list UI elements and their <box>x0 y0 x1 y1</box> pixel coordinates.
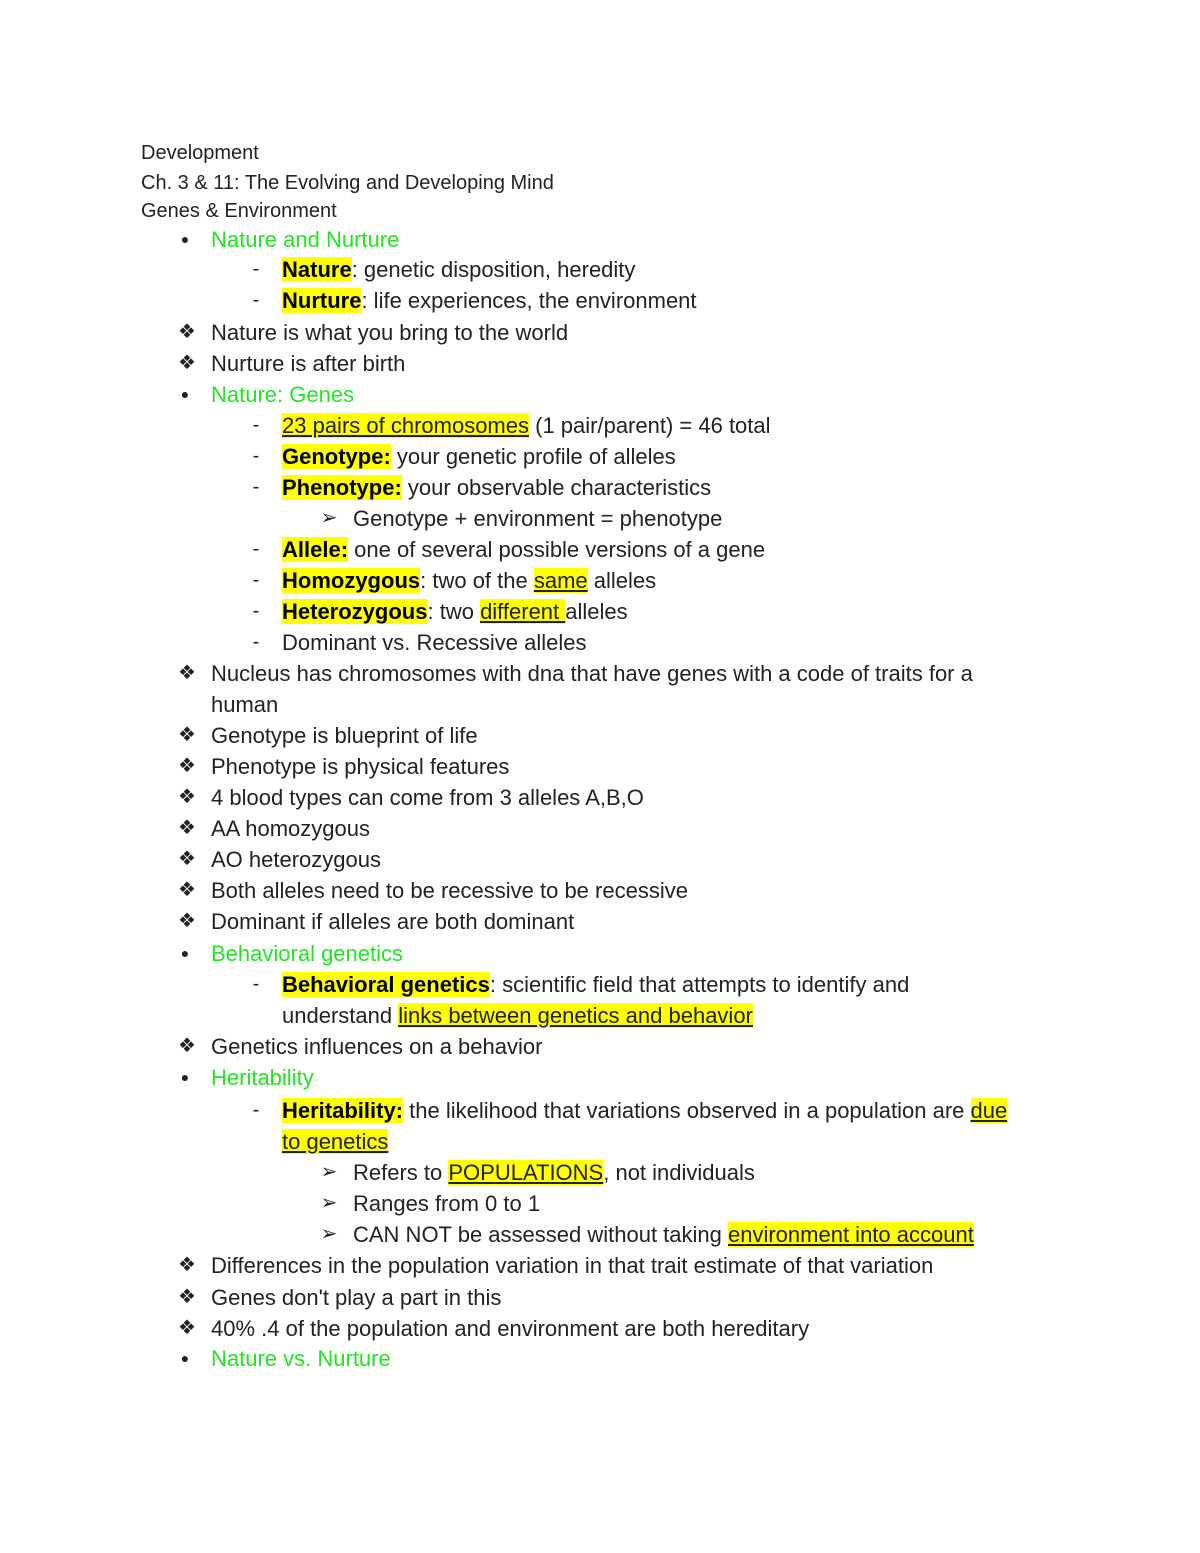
def-nurture <box>282 285 697 316</box>
dash-icon: - <box>252 414 260 436</box>
def-behavioral-genetics-line2 <box>282 1000 753 1031</box>
sub-text: CAN NOT be assessed without taking <box>353 1222 728 1247</box>
note-item: Genotype is blueprint of life <box>211 723 478 748</box>
chapter-title: Ch. 3 & 11: The Evolving and Developing Mind <box>141 172 554 194</box>
highlight-to-genetics: to genetics <box>282 1129 389 1154</box>
note-item: AA homozygous <box>211 816 370 841</box>
dash-icon: - <box>252 476 260 498</box>
note-nucleus-line1: Nucleus has chromosomes with dna that have genes with a code of traits for a <box>211 661 973 686</box>
diamond-bullet-icon: ❖ <box>178 879 196 901</box>
highlight-links: links between genetics and behavior <box>398 1003 753 1028</box>
note-item: 40% .4 of the population and environment are both hereditary <box>211 1316 810 1341</box>
dash-icon: - <box>252 258 260 280</box>
term-heritability: Heritability: <box>282 1098 404 1123</box>
diamond-bullet-icon: ❖ <box>178 848 196 870</box>
phenotype-sub: Genotype + environment = phenotype <box>353 506 723 531</box>
heritability-sub <box>353 1157 755 1188</box>
dash-icon: - <box>252 538 260 560</box>
note-item: Both alleles need to be recessive to be recessive <box>211 878 688 903</box>
def-chromosomes <box>282 410 771 441</box>
def-homozygous-end: alleles <box>587 568 657 593</box>
highlight-different: different <box>480 599 566 624</box>
def-heterozygous <box>282 596 628 627</box>
dash-icon: - <box>252 600 260 622</box>
dash-icon: - <box>252 1099 260 1121</box>
arrow-bullet-icon: ➢ <box>320 1223 338 1245</box>
bullet-icon: ● <box>180 1069 190 1085</box>
heading-behavioral-genetics: Behavioral genetics <box>211 941 404 966</box>
def-heterozygous-end: alleles <box>565 599 628 624</box>
bullet-icon: ● <box>180 231 190 247</box>
bullet-icon: ● <box>180 945 190 961</box>
heading-nature-vs-nurture: Nature vs. Nurture <box>211 1346 391 1371</box>
def-behavioral-text: : scientific field that attempts to identify and <box>489 972 910 997</box>
sub-text: Refers to <box>353 1160 449 1185</box>
term-behavioral-genetics: Behavioral genetics <box>282 972 490 997</box>
def-chromosomes-text: (1 pair/parent) = 46 total <box>529 413 771 438</box>
diamond-bullet-icon: ❖ <box>178 662 196 684</box>
bullet-icon: ● <box>180 386 190 402</box>
diamond-bullet-icon: ❖ <box>178 724 196 746</box>
dash-icon: - <box>252 445 260 467</box>
term-homozygous: Homozygous <box>282 568 421 593</box>
arrow-bullet-icon: ➢ <box>320 507 338 529</box>
def-phenotype-text: your observable characteristics <box>401 475 712 500</box>
diamond-bullet-icon: ❖ <box>178 1035 196 1057</box>
dash-icon: - <box>252 569 260 591</box>
heading-nature-genes: Nature: Genes <box>211 382 355 407</box>
def-nature-text: : genetic disposition, heredity <box>351 257 636 282</box>
term-allele: Allele: <box>282 537 349 562</box>
diamond-bullet-icon: ❖ <box>178 1286 196 1308</box>
def-heritability-line2 <box>282 1126 388 1157</box>
term-nurture: Nurture <box>282 288 362 313</box>
heading-nature-and-nurture: Nature and Nurture <box>211 227 400 252</box>
note-item: Genes don't play a part in this <box>211 1285 502 1310</box>
def-nurture-text: : life experiences, the environment <box>361 288 697 313</box>
term-nature: Nature <box>282 257 352 282</box>
dash-icon: - <box>252 973 260 995</box>
term-heterozygous: Heterozygous <box>282 599 428 624</box>
note-item: 4 blood types can come from 3 alleles A,B,O <box>211 785 644 810</box>
dash-icon: - <box>252 631 260 653</box>
diamond-bullet-icon: ❖ <box>178 786 196 808</box>
diamond-bullet-icon: ❖ <box>178 817 196 839</box>
note-nucleus-line2: human <box>211 692 279 717</box>
def-behavioral-text2: understand <box>282 1003 399 1028</box>
note-item: Dominant if alleles are both dominant <box>211 909 575 934</box>
dash-icon: - <box>252 289 260 311</box>
sub-text-end: , not individuals <box>603 1160 755 1185</box>
note-item: Genetics influences on a behavior <box>211 1034 543 1059</box>
diamond-bullet-icon: ❖ <box>178 321 196 343</box>
arrow-bullet-icon: ➢ <box>320 1161 338 1183</box>
diamond-bullet-icon: ❖ <box>178 1317 196 1339</box>
heading-heritability: Heritability <box>211 1065 314 1090</box>
note-item: Phenotype is physical features <box>211 754 510 779</box>
def-homozygous <box>282 565 656 596</box>
term-chromosomes: 23 pairs of chromosomes <box>282 413 529 438</box>
doc-title: Development <box>141 142 259 164</box>
def-phenotype <box>282 472 711 503</box>
section-title: Genes & Environment <box>141 200 337 222</box>
def-genotype-text: your genetic profile of alleles <box>390 444 676 469</box>
diamond-bullet-icon: ❖ <box>178 910 196 932</box>
def-heritability <box>282 1095 1007 1126</box>
note-item: Nurture is after birth <box>211 351 406 376</box>
diamond-bullet-icon: ❖ <box>178 352 196 374</box>
def-allele-text: one of several possible versions of a gene <box>348 537 766 562</box>
highlight-environment: environment into account <box>728 1222 974 1247</box>
def-allele <box>282 534 765 565</box>
diamond-bullet-icon: ❖ <box>178 1254 196 1276</box>
highlight-populations: POPULATIONS <box>448 1160 604 1185</box>
note-item: AO heterozygous <box>211 847 381 872</box>
bullet-icon: ● <box>180 1350 190 1366</box>
def-nature <box>282 254 635 285</box>
heritability-sub <box>353 1219 974 1250</box>
term-phenotype: Phenotype: <box>282 475 402 500</box>
def-behavioral-genetics <box>282 969 909 1000</box>
term-genotype: Genotype: <box>282 444 391 469</box>
dominant-recessive: Dominant vs. Recessive alleles <box>282 630 587 655</box>
def-genotype <box>282 441 676 472</box>
def-homozygous-text: : two of the <box>420 568 534 593</box>
def-heritability-text: the likelihood that variations observed in a population are <box>403 1098 971 1123</box>
highlight-due: due <box>970 1098 1008 1123</box>
note-item: Differences in the population variation in that trait estimate of that variation <box>211 1253 934 1278</box>
diamond-bullet-icon: ❖ <box>178 755 196 777</box>
heritability-sub: Ranges from 0 to 1 <box>353 1191 541 1216</box>
note-item: Nature is what you bring to the world <box>211 320 569 345</box>
arrow-bullet-icon: ➢ <box>320 1192 338 1214</box>
highlight-same: same <box>533 568 588 593</box>
def-heterozygous-text: : two <box>427 599 481 624</box>
